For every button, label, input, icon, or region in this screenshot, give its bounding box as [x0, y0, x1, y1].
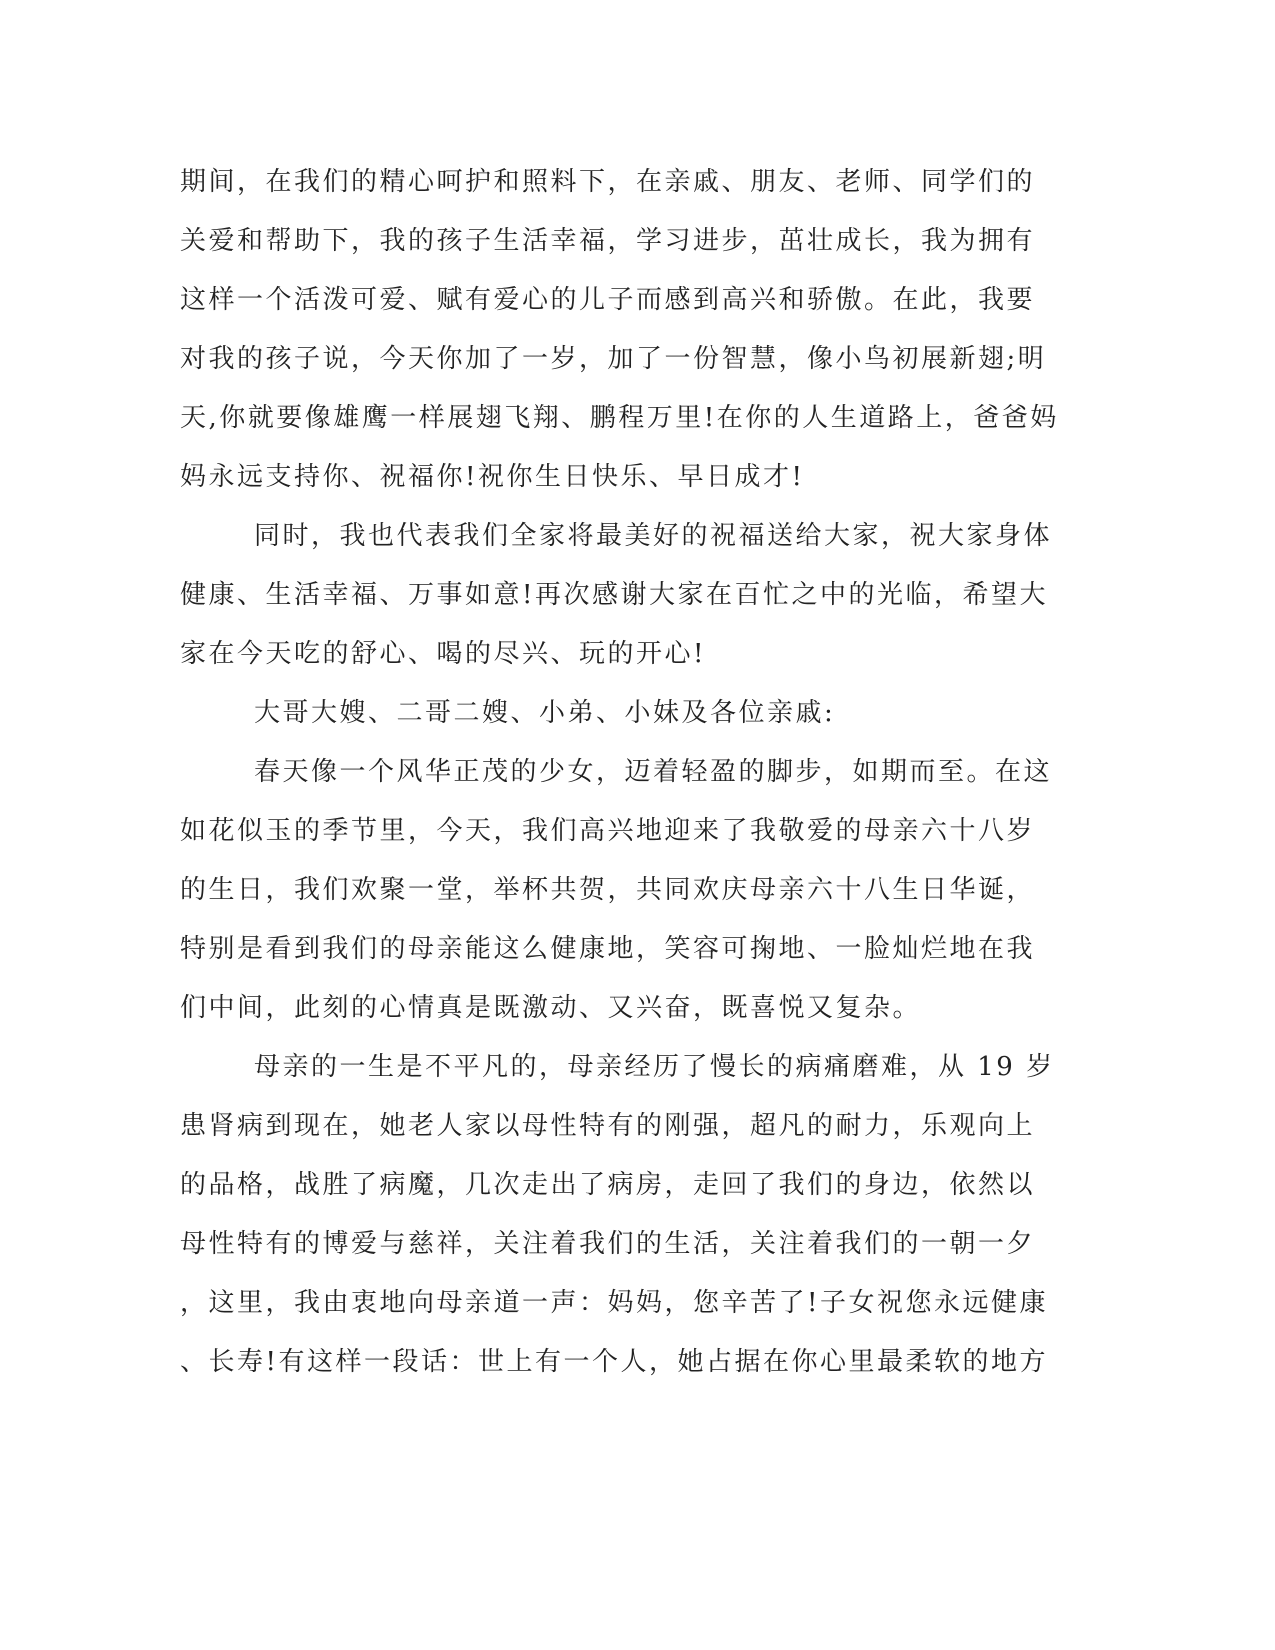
paragraph-first-line: 春天像一个风华正茂的少女，迈着轻盈的脚步，如期而至。在这: [254, 757, 1053, 787]
text-line: 这样一个活泼可爱、赋有爱心的儿子而感到高兴和骄傲。在此，我要: [180, 285, 1036, 315]
text-line: 母性特有的博爱与慈祥，关注着我们的生活，关注着我们的一朝一夕: [180, 1229, 1036, 1259]
text-line: 妈永远支持你、祝福你!祝你生日快乐、早日成才!: [180, 462, 805, 492]
text-line: 的生日，我们欢聚一堂，举杯共贺，共同欢庆母亲六十八生日华诞，: [180, 875, 1036, 905]
paragraph-first-line: 母亲的一生是不平凡的，母亲经历了慢长的病痛磨难，从 19 岁: [254, 1052, 1055, 1082]
text-line: 特别是看到我们的母亲能这么健康地，笑容可掬地、一脸灿烂地在我: [180, 934, 1036, 964]
text-line: 如花似玉的季节里，今天，我们高兴地迎来了我敬爱的母亲六十八岁: [180, 816, 1036, 846]
text-line: 、长寿!有这样一段话：世上有一个人，她占据在你心里最柔软的地方: [180, 1347, 1048, 1377]
text-line: 患肾病到现在，她老人家以母性特有的刚强，超凡的耐力，乐观向上: [180, 1111, 1036, 1141]
document-body: [180, 158, 1059, 1397]
salutation-line: 大哥大嫂、二哥二嫂、小弟、小妹及各位亲戚:: [254, 698, 836, 728]
text-line: ，这里，我由衷地向母亲道一声：妈妈，您辛苦了!子女祝您永远健康: [180, 1288, 1048, 1318]
text-line: 关爱和帮助下，我的孩子生活幸福，学习进步，茁壮成长，我为拥有: [180, 226, 1036, 256]
text-line: 对我的孩子说，今天你加了一岁，加了一份智慧，像小鸟初展新翅;明: [180, 344, 1047, 374]
text-line: 的品格，战胜了病魔，几次走出了病房，走回了我们的身边，依然以: [180, 1170, 1036, 1200]
text-line: 健康、生活幸福、万事如意!再次感谢大家在百忙之中的光临，希望大: [180, 580, 1048, 610]
text-line: 期间，在我们的精心呵护和照料下，在亲戚、朋友、老师、同学们的: [180, 167, 1036, 197]
text-line: 天,你就要像雄鹰一样展翅飞翔、鹏程万里!在你的人生道路上，爸爸妈: [180, 403, 1059, 433]
text-line: 们中间，此刻的心情真是既激动、又兴奋，既喜悦又复杂。: [180, 993, 922, 1023]
paragraph-first-line: 同时，我也代表我们全家将最美好的祝福送给大家，祝大家身体: [254, 521, 1053, 551]
text-line: 家在今天吃的舒心、喝的尽兴、玩的开心!: [180, 639, 706, 669]
